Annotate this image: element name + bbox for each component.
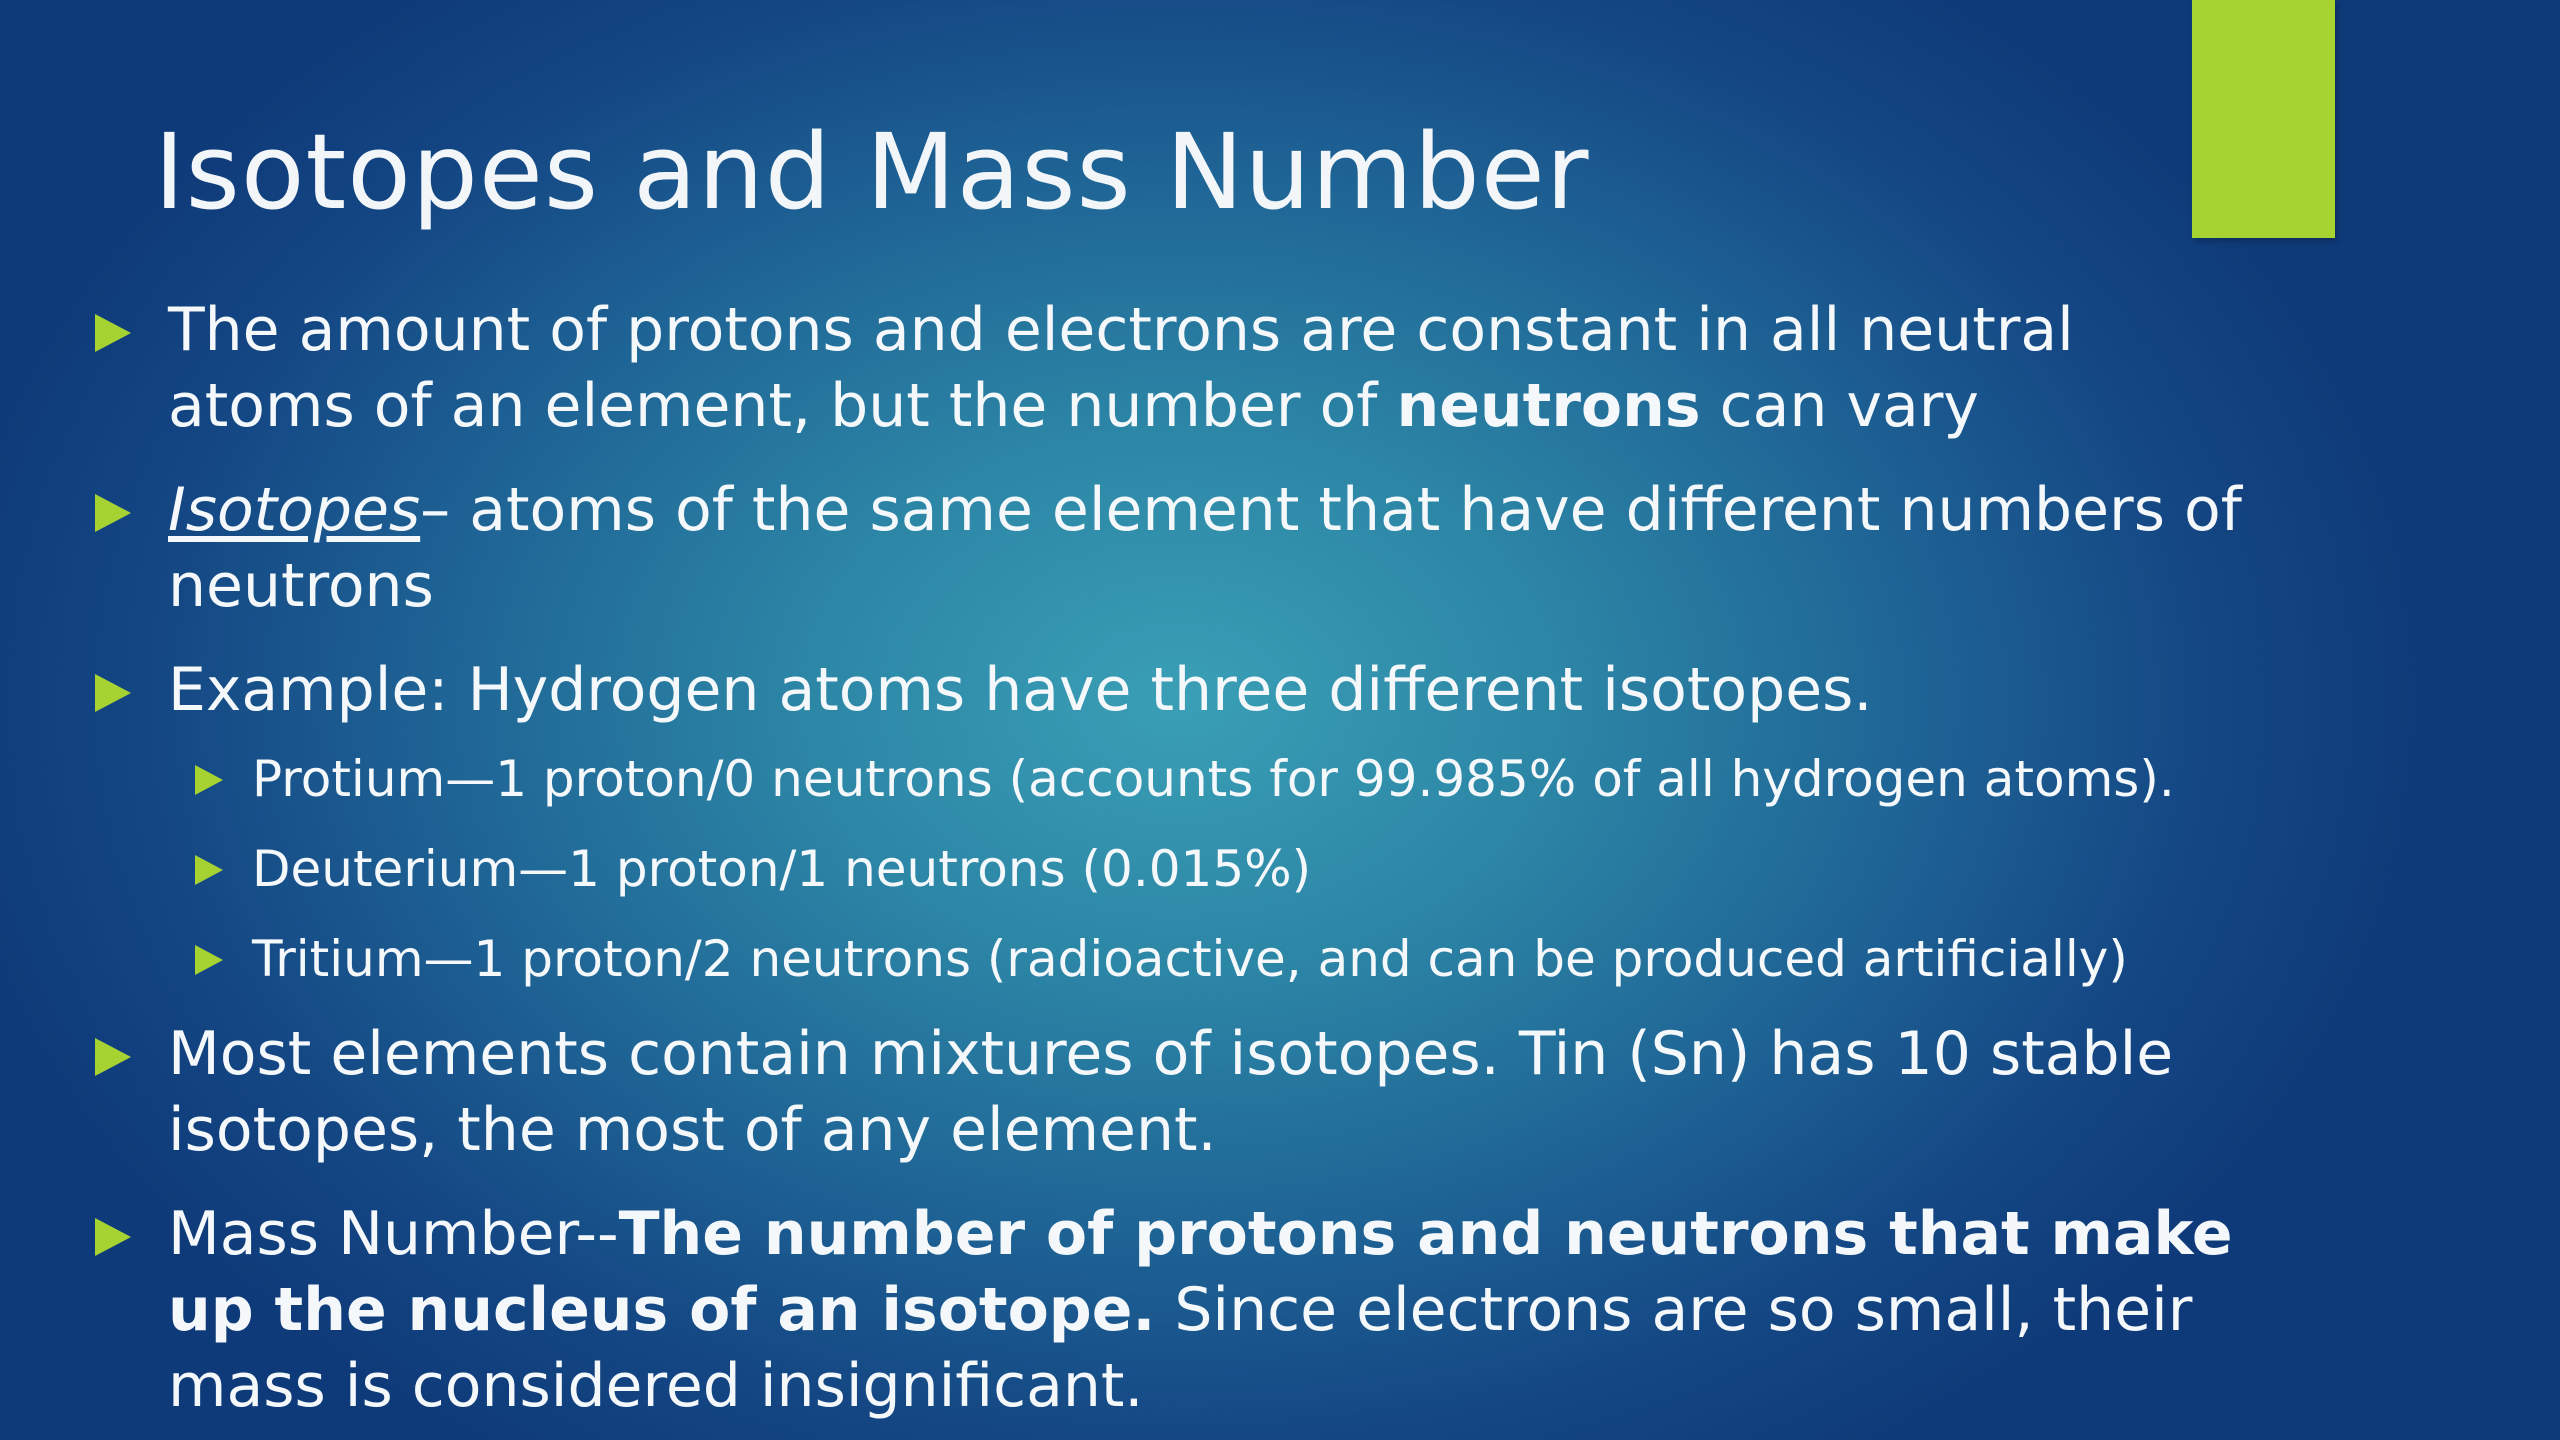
sub-bullet-item bbox=[95, 746, 2265, 812]
sub-bullet-arrow-icon bbox=[195, 945, 223, 975]
bullet-text: can vary bbox=[1700, 371, 1979, 441]
bullet-item bbox=[95, 472, 2265, 624]
bullet-text: The amount of protons and electrons are constant in all neutral atoms of an element, but the number of bbox=[168, 295, 2074, 441]
bullet-text: – atoms of the same element that have different numbers of neutrons bbox=[168, 475, 2242, 621]
sub-bullet-item bbox=[95, 836, 2265, 902]
bullet-arrow-icon bbox=[95, 314, 131, 352]
sub-bullet-arrow-icon bbox=[195, 855, 223, 885]
bullet-arrow-icon bbox=[95, 1038, 131, 1076]
bullet-arrow-icon bbox=[95, 494, 131, 532]
sub-bullet-text: Deuterium—1 proton/1 neutrons (0.015%) bbox=[252, 840, 1312, 898]
bullet-emphasis: The number of protons and neutrons that make up the nucleus of an isotope. bbox=[168, 1199, 2233, 1345]
bullet-text: Since electrons are so small, their mass is considered insignificant. bbox=[168, 1275, 2193, 1421]
bullet-text: Mass Number-- bbox=[168, 1199, 619, 1269]
bullet-item bbox=[95, 292, 2265, 444]
sub-bullet-text: Protium—1 proton/0 neutrons (accounts for 99.985% of all hydrogen atoms). bbox=[252, 750, 2175, 808]
bullet-term: Isotopes bbox=[168, 475, 421, 545]
slide-content bbox=[95, 292, 2265, 1440]
bullet-arrow-icon bbox=[95, 674, 131, 712]
bullet-item bbox=[95, 652, 2265, 728]
bullet-text: Example: Hydrogen atoms have three different isotopes. bbox=[168, 655, 1873, 725]
bullet-arrow-icon bbox=[95, 1218, 131, 1256]
sub-bullet-text: Tritium—1 proton/2 neutrons (radioactive, and can be produced artificially) bbox=[252, 930, 2128, 988]
slide-title: Isotopes and Mass Number bbox=[154, 111, 1590, 233]
bullet-text: Most elements contain mixtures of isotopes. Tin (Sn) has 10 stable isotopes, the most of any element. bbox=[168, 1019, 2174, 1165]
sub-bullet-arrow-icon bbox=[195, 765, 223, 795]
bullet-emphasis: neutrons bbox=[1396, 371, 1701, 441]
bullet-item bbox=[95, 1196, 2265, 1424]
sub-bullet-item bbox=[95, 926, 2265, 992]
accent-bar bbox=[2192, 0, 2335, 238]
sub-bullet-list bbox=[95, 746, 2265, 992]
bullet-item bbox=[95, 1016, 2265, 1168]
